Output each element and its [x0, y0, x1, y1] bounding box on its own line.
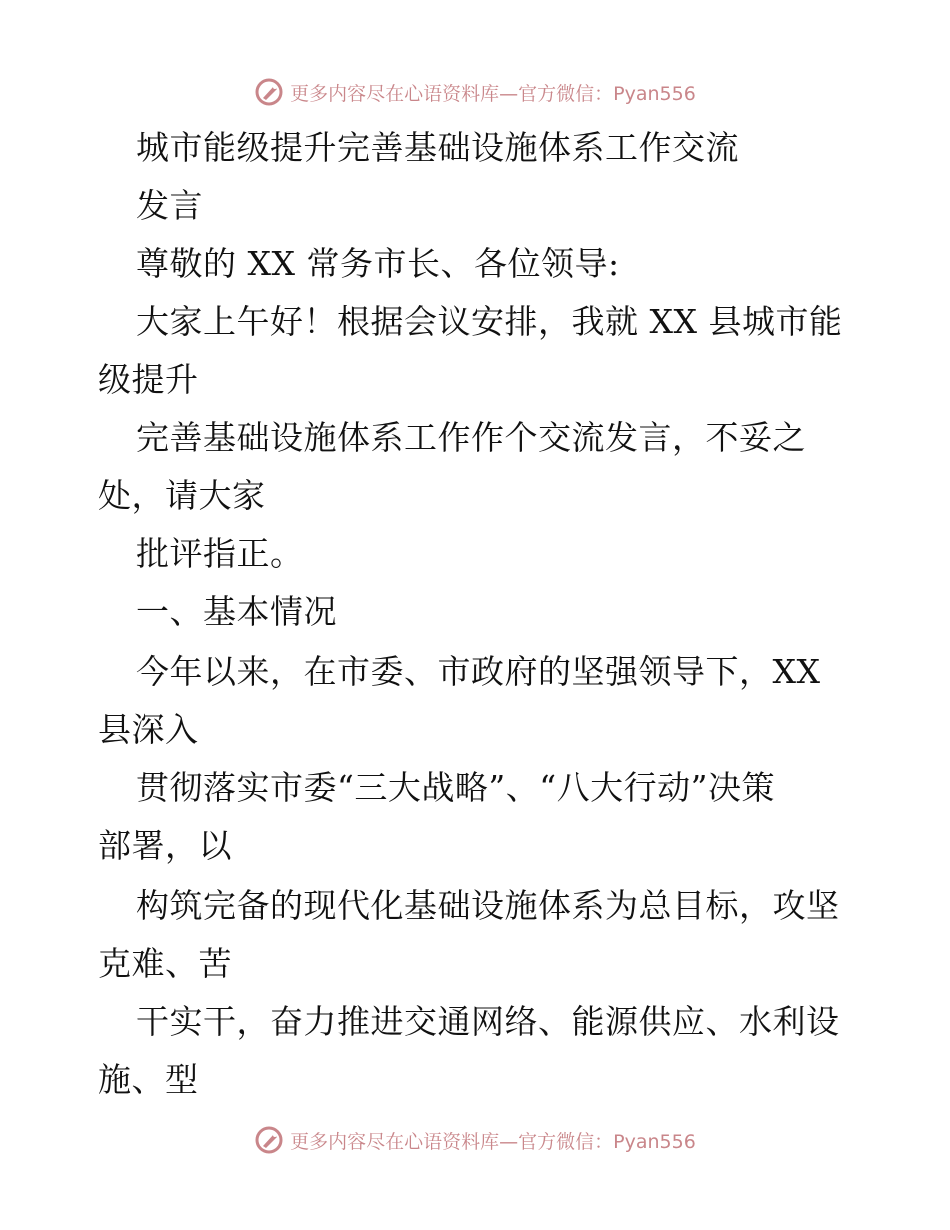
paragraph-line: 构筑完备的现代化基础设施体系为总目标，攻坚	[136, 886, 840, 925]
watermark-text: 更多内容尽在心语资料库—官方微信：Pyan556	[290, 82, 696, 105]
footer-watermark	[0, 1120, 950, 1160]
salutation: 尊敬的 XX 常务市长、各位领导:	[136, 244, 620, 283]
paragraph-line: 贯彻落实市委“三大战略”、“八大行动”决策	[136, 768, 775, 807]
paragraph-line: 施、型	[98, 1060, 199, 1099]
title-line-2: 发言	[136, 186, 203, 225]
paragraph-line: 今年以来，在市委、市政府的坚强领导下，XX	[136, 652, 821, 691]
paragraph-line: 完善基础设施体系工作作个交流发言，不妥之	[136, 418, 806, 457]
paragraph-line: 克难、苦	[98, 944, 232, 983]
paragraph-line: 县深入	[98, 710, 199, 749]
watermark-text: 更多内容尽在心语资料库—官方微信：Pyan556	[290, 1130, 696, 1153]
section-heading: 一、基本情况	[136, 592, 337, 631]
header-watermark	[0, 72, 950, 112]
pen-logo-icon	[254, 1125, 284, 1155]
paragraph-line: 干实干，奋力推进交通网络、能源供应、水利设	[136, 1002, 840, 1041]
paragraph-line: 大家上午好！根据会议安排，我就 XX 县城市能	[136, 302, 843, 341]
paragraph-line: 批评指正。	[136, 534, 304, 573]
paragraph-line: 级提升	[98, 360, 199, 399]
pen-logo-icon	[254, 77, 284, 107]
paragraph-line: 部署，以	[98, 826, 232, 865]
title-line-1: 城市能级提升完善基础设施体系工作交流	[136, 128, 739, 167]
paragraph-line: 处，请大家	[98, 476, 266, 515]
